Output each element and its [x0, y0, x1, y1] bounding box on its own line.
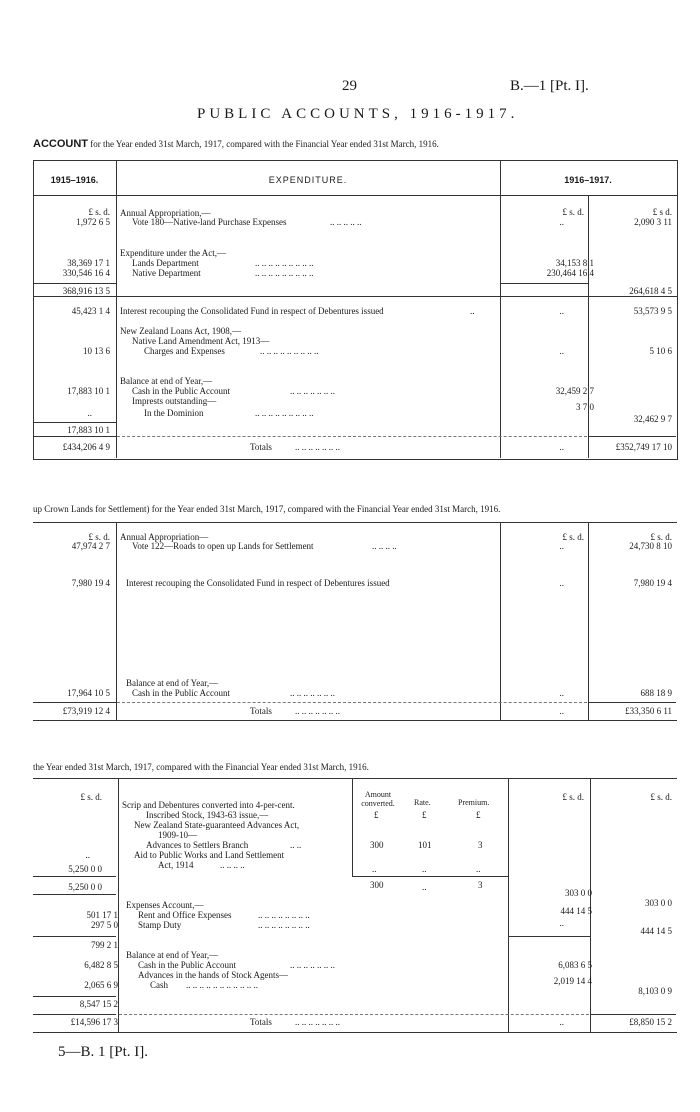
- s3-col-rate: Rate.: [414, 798, 431, 807]
- s3-left-5250b: 5,250 0 0: [68, 882, 102, 892]
- s1-r1-34153: 34,153 8 1: [555, 258, 594, 268]
- s1-r1-32459: 32,459 2 7: [555, 386, 594, 396]
- page-reference: B.—1 [Pt. I].: [510, 78, 589, 94]
- s1-left-17883: 17,883 10 1: [67, 386, 110, 396]
- s3-col-rate-unit: £: [422, 810, 427, 820]
- s3-totals-label: Totals: [250, 1017, 272, 1027]
- s3-left-5250a: 5,250 0 0: [68, 864, 102, 874]
- dot-leader: .. .. .. .. .. .. ..: [290, 688, 335, 698]
- section1-caption-bold: ACCOUNT: [33, 138, 88, 150]
- s1-charges: Charges and Expenses: [144, 346, 225, 356]
- dot-leader: .. .. .. .. .. .. ..: [295, 706, 340, 716]
- s3-prem-3: 3: [478, 840, 483, 850]
- s3-col-amount: Amount converted.: [361, 790, 395, 808]
- s1-imprests: Imprests outstanding—: [132, 396, 217, 406]
- s3-amt-300-total: 300: [370, 880, 384, 890]
- s1-cash-public: Cash in the Public Account: [132, 386, 230, 396]
- s1-r1-230464: 230,464 16 4: [546, 268, 594, 278]
- s2-left-17964: 17,964 10 5: [67, 688, 110, 698]
- section1-col-1915: 1915–1916.: [50, 175, 99, 185]
- s3-amt-300: 300: [370, 840, 384, 850]
- s1-left-17883-b: 17,883 10 1: [67, 425, 110, 435]
- dot-leader: .. .. .. .. .. .. .. ..: [258, 910, 310, 920]
- s3-amt-dots: ..: [372, 864, 377, 874]
- s3-r2-total: £8,850 15 2: [629, 1017, 672, 1027]
- s3-prem-3-total: 3: [478, 880, 483, 890]
- s1-left-330546: 330,546 16 4: [62, 268, 110, 278]
- s1-r2-53573: 53,573 9 5: [633, 306, 672, 316]
- unit-r1: £ s. d.: [562, 207, 584, 217]
- page-number: 29: [342, 78, 357, 94]
- s2-balance: Balance at end of Year,—: [126, 678, 219, 688]
- s2-r2-688: 688 18 9: [640, 688, 672, 698]
- s2-unit-r1: £ s. d.: [562, 532, 584, 542]
- s3-left-2065: 2,065 6 9: [84, 980, 118, 990]
- s3-balance: Balance at end of Year,—: [126, 950, 219, 960]
- section1-col-expenditure: EXPENDITURE.: [268, 175, 348, 185]
- dot-leader: .. .. .. .. .. .. .. ..: [258, 920, 310, 930]
- s1-annual-appropriation: Annual Appropriation,—: [120, 208, 211, 218]
- s3-r1-dots: ..: [559, 918, 564, 928]
- page-title: PUBLIC ACCOUNTS, 1916-1917.: [197, 106, 519, 122]
- s3-r1-303: 303 0 0: [565, 888, 592, 898]
- s3-rate-dots: ..: [422, 864, 427, 874]
- section1-caption-text: for the Year ended 31st March, 1917, compared with the Financial Year ended 31st March, 1916.: [90, 139, 439, 149]
- s3-cash: Cash: [150, 980, 168, 990]
- s1-left-dots: ..: [87, 408, 92, 418]
- s1-left-45423: 45,423 1 4: [71, 306, 110, 316]
- s2-unit-left: £ s. d.: [88, 532, 110, 542]
- s2-r2-total: £33,350 6 11: [625, 706, 672, 716]
- s3-inscribed: Inscribed Stock, 1943-63 issue,—: [146, 810, 269, 820]
- s1-dominion: In the Dominion: [144, 408, 204, 418]
- s2-totals-label: Totals: [250, 706, 272, 716]
- s1-r2-2090: 2,090 3 11: [634, 217, 672, 227]
- s3-left-799: 799 2 1: [91, 940, 118, 950]
- dot-leader: .. .. .. .. .. .. .. .. ..: [255, 258, 314, 268]
- s3-r2-8103: 8,103 0 9: [638, 986, 672, 996]
- s3-rate-101: 101: [418, 840, 432, 850]
- s3-advances-agents: Advances in the hands of Stock Agents—: [138, 970, 288, 980]
- s3-unit-r2: £ s. d.: [650, 792, 672, 802]
- dot-leader: .. .. .. ..: [220, 860, 245, 870]
- s1-native-land-amend: Native Land Amendment Act, 1913—: [132, 336, 270, 346]
- s3-r1-444: 444 14 5: [560, 906, 592, 916]
- dot-leader: .. ..: [290, 840, 302, 850]
- s3-unit-left: £ s. d.: [80, 792, 102, 802]
- s3-aid-public: Aid to Public Works and Land Settlement: [134, 850, 285, 860]
- dot-leader: .. .. .. .. .. .. ..: [295, 442, 340, 452]
- s1-left-38369: 38,369 17 1: [67, 258, 110, 268]
- s1-interest: Interest recouping the Consolidated Fund in respect of Debentures issued: [120, 306, 384, 316]
- s1-left-1972: 1,972 6 5: [76, 217, 110, 227]
- s2-cash-public: Cash in the Public Account: [132, 688, 230, 698]
- s1-vote-180: Vote 180—Native-land Purchase Expenses: [132, 217, 287, 227]
- dot-leader: .. .. .. .. .. .. .. .. ..: [255, 268, 314, 278]
- s1-r2-32462: 32,462 9 7: [633, 414, 672, 424]
- s3-r2-444: 444 14 5: [640, 926, 672, 936]
- s1-left-368916: 368,916 13 5: [62, 286, 110, 296]
- s1-left-total: £434,206 4 9: [62, 442, 110, 452]
- s3-stamp-duty: Stamp Duty: [138, 920, 182, 930]
- s1-lands-dept: Lands Department: [132, 258, 199, 268]
- dot-leader: .. .. .. .. .. .. ..: [290, 960, 335, 970]
- s3-left-total: £14,596 17 3: [70, 1017, 118, 1027]
- s2-left-total: £73,919 12 4: [62, 706, 110, 716]
- s3-r1-dots-total: ..: [559, 1017, 564, 1027]
- s3-act-1914: Act, 1914: [158, 860, 194, 870]
- s1-totals-label: Totals: [250, 442, 272, 452]
- s1-r2-total: £352,749 17 10: [615, 442, 672, 452]
- s2-r1-dots-3: ..: [559, 688, 564, 698]
- s2-r1-dots-1: ..: [559, 541, 564, 551]
- s2-annual-approp: Annual Appropriation—: [120, 532, 209, 542]
- s3-1909: 1909-10—: [158, 830, 197, 840]
- dot-leader: .. .. .. .. .. .. ..: [295, 1017, 340, 1027]
- dot-leader: .. .. .. .. .. .. .. .. .. .. ..: [186, 980, 258, 990]
- s2-r2-24730: 24,730 8 10: [629, 541, 672, 551]
- s1-r1-dots-2: ..: [559, 306, 564, 316]
- s2-vote-122: Vote 122—Roads to open up Lands for Settlement: [132, 541, 314, 551]
- s1-r2-5-10-6: 5 10 6: [649, 346, 672, 356]
- s1-balance: Balance at end of Year,—: [120, 376, 213, 386]
- dot-leader: ..: [470, 306, 475, 316]
- s3-advances-settlers: Advances to Settlers Branch: [146, 840, 249, 850]
- s3-r1-2019: 2,019 14 4: [553, 976, 592, 986]
- s3-nz-state: New Zealand State-guaranteed Advances Act,: [134, 820, 300, 830]
- s3-left-dots: ..: [85, 850, 90, 860]
- s3-col-amount-unit: £: [374, 810, 379, 820]
- dot-leader: .. .. .. ..: [372, 541, 397, 551]
- s1-expenditure-act: Expenditure under the Act,—: [120, 248, 226, 258]
- s2-left-7980: 7,980 19 4: [71, 578, 110, 588]
- s2-r2-7980: 7,980 19 4: [633, 578, 672, 588]
- s1-left-10-13-6: 10 13 6: [83, 346, 110, 356]
- s3-left-297: 297 5 0: [91, 920, 118, 930]
- section1-caption: [33, 138, 439, 150]
- s1-r1-dots-1: ..: [559, 217, 564, 227]
- s3-rate-dots-total: ..: [422, 882, 427, 892]
- unit-r2: £ s d.: [652, 207, 672, 217]
- s1-r1-3-7-0: 3 7 0: [576, 402, 594, 412]
- s2-r1-dots-2: ..: [559, 578, 564, 588]
- s2-left-47974: 47,974 2 7: [71, 541, 110, 551]
- s3-scrip: Scrip and Debentures converted into 4-per-cent.: [122, 800, 295, 810]
- s2-unit-r2: £ s. d.: [650, 532, 672, 542]
- s3-left-8547: 8,547 15 2: [79, 999, 118, 1009]
- s3-r2-303: 303 0 0: [645, 898, 672, 908]
- dot-leader: .. .. .. .. .. .. .. .. ..: [255, 408, 314, 418]
- dot-leader: .. .. .. .. ..: [330, 217, 362, 227]
- s3-col-premium-unit: £: [476, 810, 481, 820]
- s2-interest: Interest recouping the Consolidated Fund in respect of Debentures issued: [126, 578, 390, 588]
- s1-nz-loans: New Zealand Loans Act, 1908,—: [120, 326, 241, 336]
- s3-left-501: 501 17 1: [86, 910, 118, 920]
- s1-native-dept: Native Department: [132, 268, 201, 278]
- dot-leader: .. .. .. .. .. .. .. .. ..: [260, 346, 319, 356]
- s3-cash-public: Cash in the Public Account: [138, 960, 236, 970]
- s3-expenses: Expenses Account,—: [126, 900, 204, 910]
- s3-prem-dots: ..: [476, 864, 481, 874]
- s1-r1-dots-3: ..: [559, 346, 564, 356]
- section1-col-1916: 1916–1917.: [564, 175, 612, 185]
- section3-caption: the Year ended 31st March, 1917, compared with the Financial Year ended 31st March, 1916.: [33, 762, 369, 772]
- s1-r2-264618: 264,618 4 5: [629, 286, 672, 296]
- dot-leader: .. .. .. .. .. .. ..: [290, 386, 335, 396]
- s3-left-6482: 6,482 8 5: [84, 960, 118, 970]
- s3-unit-r1: £ s. d.: [562, 792, 584, 802]
- s3-rent-office: Rent and Office Expenses: [138, 910, 232, 920]
- s3-r1-6083: 6,083 6 5: [558, 960, 592, 970]
- s1-r1-dots-4: ..: [559, 442, 564, 452]
- s3-col-premium: Premium.: [458, 798, 490, 807]
- unit-left: £ s. d.: [88, 207, 110, 217]
- page-footer: 5—B. 1 [Pt. I].: [58, 1044, 148, 1060]
- s2-r1-dots-4: ..: [559, 706, 564, 716]
- section2-caption: up Crown Lands for Settlement) for the Year ended 31st March, 1917, compared with the Financial Year ended 31st March, 1916.: [33, 504, 501, 514]
